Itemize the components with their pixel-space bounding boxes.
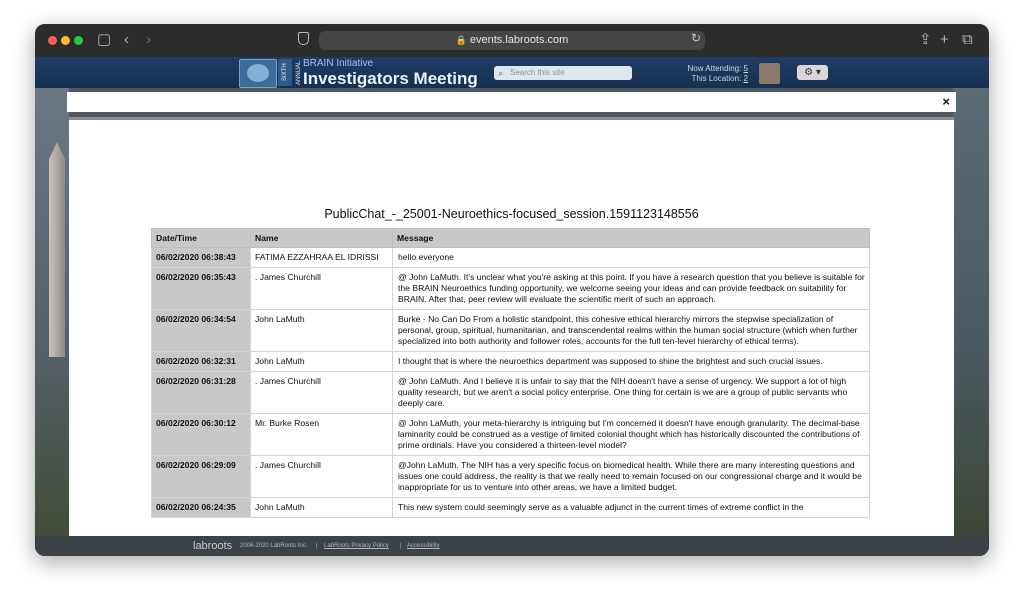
privacy-shield-icon[interactable] [298,32,309,45]
web-page [35,57,989,556]
cell-datetime: 06/02/2020 06:34:54 [152,310,251,352]
document-title: PublicChat_-_25001-Neuroethics-focused_session.1591123148556 [324,207,699,221]
url-text: events.labroots.com [469,34,569,46]
share-icon[interactable]: ⇪ [919,31,932,48]
address-bar[interactable] [319,31,705,50]
zoom-window-button[interactable] [74,36,83,45]
search-placeholder: Search this site [510,68,565,77]
cell-name: . James Churchill [251,268,393,310]
monument-image [49,142,65,357]
chat-transcript-modal [69,117,954,539]
footer-separator: | [400,543,402,549]
table-row [152,310,870,352]
table-header-row [152,229,870,248]
browser-toolbar [35,24,989,57]
cell-datetime: 06/02/2020 06:38:43 [152,248,251,268]
cell-message: I thought that is where the neuroethics department was supposed to shine the brightest and such crucial issues. [393,352,870,372]
chat-table [151,228,870,518]
cell-datetime: 06/02/2020 06:35:43 [152,268,251,310]
chevron-down-icon: ▾ [815,67,821,78]
footer-copyright: 2006-2020 LabRoots Inc. [240,543,308,549]
close-window-button[interactable] [48,36,57,45]
brain-logo-icon [239,59,277,88]
col-header-message: Message [393,229,870,248]
cell-name: FATIMA EZZAHRAA EL IDRISSI [251,248,393,268]
browser-window [35,24,989,556]
cell-message: @John LaMuth. The NIH has a very specific focus on biomedical health. While there are many interesting questions and issues one could address, the reality is that we really need to remain focused on our congressional charge and it would be inappropriate for us to venture into other areas, we have a limited budget. [393,456,870,498]
accessibility-link[interactable]: Accessibility [407,543,440,549]
cell-name: Mr. Burke Rosen [251,414,393,456]
search-icon: ⌕ [498,68,504,78]
modal-header [67,92,956,112]
cell-name: John LaMuth [251,310,393,352]
table-row [152,414,870,456]
cell-message: @ John LaMuth. It's unclear what you're asking at this point. If you have a research question that you believe is suitable for the BRAIN Neuroethics funding opportunity, we welcome seeing your ideas and can provide feedback on suitability for BRAIN. After that, peer review will evaluate the scientific merit of such an approach. [393,268,870,310]
cell-name: John LaMuth [251,352,393,372]
lock-icon: 🔒 [455,35,467,45]
background-right [953,88,989,556]
cell-message: @ John LaMuth. And I believe it is unfair to say that the NIH doesn't have a sense of urgency. We support a lot of high quality research, but we aren't a social policy enterprise. One thing for certain is we are a group of public servants who deeply care. [393,372,870,414]
privacy-policy-link[interactable]: LabRoots Privacy Policy [324,543,389,549]
table-row [152,268,870,310]
cell-datetime: 06/02/2020 06:32:31 [152,352,251,372]
footer-separator: | [316,543,318,549]
table-row [152,248,870,268]
site-search-input[interactable] [494,66,632,80]
site-footer [35,536,989,556]
footer-brand: labroots [193,540,233,552]
now-attending-label: Now Attending: [687,64,742,73]
reload-icon[interactable]: ↻ [691,31,702,45]
site-header [35,57,989,88]
brain-initiative-label: BRAIN Initiative [303,58,374,69]
sidebar-icon[interactable]: ▢ [97,31,112,48]
forward-icon[interactable]: › [146,31,151,48]
modal-close-button[interactable]: × [942,94,950,109]
table-row [152,352,870,372]
meeting-title: Investigators Meeting [303,69,478,88]
this-location-label: This Location: [691,74,742,83]
cell-name: . James Churchill [251,456,393,498]
cell-datetime: 06/02/2020 06:29:09 [152,456,251,498]
minimize-window-button[interactable] [61,36,70,45]
cell-message: Burke - No Can Do From a holistic standpoint, this cohesive ethical hierarchy mirrors the stepwise specialization of personal, group, spiritual, humanitarian, and transcendental realms within the human social structure (which when further specialized into both authority and follower roles, accounts for the full ten-level hierarchy of ethical terms). [393,310,870,352]
settings-menu-button[interactable] [797,65,828,80]
cell-datetime: 06/02/2020 06:31:28 [152,372,251,414]
cell-message: hello everyone [393,248,870,268]
tab-overview-icon[interactable]: ⧉ [962,31,973,48]
cell-name: . James Churchill [251,372,393,414]
cell-datetime: 06/02/2020 06:30:12 [152,414,251,456]
col-header-datetime: Date/Time [152,229,251,248]
gear-icon: ⚙ [804,67,814,78]
now-attending-count[interactable]: 5 [743,64,748,73]
attendance-info [651,64,748,84]
cell-datetime: 06/02/2020 06:24:35 [152,498,251,518]
this-location-count[interactable]: 2 [743,74,748,83]
cell-message: @ John LaMuth, your meta-hierarchy is intriguing but I'm concerned it doesn't have enough granularity. The decimal-base laminarity could be construed as a vestige of limited colonial thought which has historically discounted the contributions of prime ordinals. Have you considered a thirteen-level model? [393,414,870,456]
table-row [152,372,870,414]
new-tab-icon[interactable]: + [940,31,949,48]
avatar[interactable] [759,63,780,84]
table-row [152,498,870,518]
back-icon[interactable]: ‹ [124,31,129,48]
cell-name: John LaMuth [251,498,393,518]
sixth-annual-label: SIXTH ANNUAL [278,59,292,86]
cell-message: This new system could seemingly serve as a valuable adjunct in the current times of extreme conflict in the [393,498,870,518]
table-row [152,456,870,498]
col-header-name: Name [251,229,393,248]
